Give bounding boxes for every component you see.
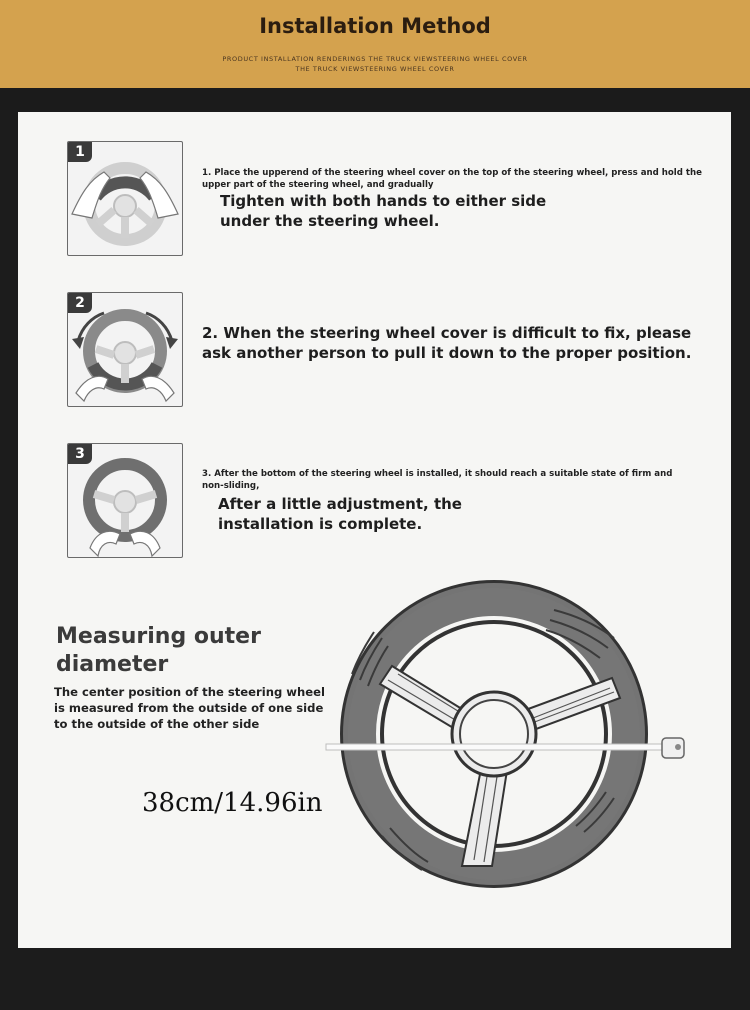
header-subtitle-2: THE TRUCK VIEWSTEERING WHEEL COVER	[295, 65, 455, 73]
step-3-large-text: After a little adjustment, the installation is complete.	[218, 495, 462, 533]
dark-band	[0, 88, 750, 110]
step-2-illustration	[67, 292, 183, 407]
diameter-value: 38cm/14.96in	[142, 788, 323, 818]
step-1-large-text: Tighten with both hands to either side under the steering wheel.	[220, 192, 547, 230]
measure-title: Measuring outer diameter	[56, 624, 261, 677]
step-2-large-text: 2. When the steering wheel cover is difficult to fix, please ask another person to pull it down to the proper position.	[202, 324, 692, 362]
header-banner	[0, 0, 750, 88]
step-3-badge: 3	[68, 444, 92, 464]
steering-wheel-diagram	[322, 574, 692, 894]
measure-description: The center position of the steering wheel is measured from the outside of one side to the outside of the other side	[54, 685, 325, 731]
step-2-badge: 2	[68, 293, 92, 313]
header-title: Installation Method	[259, 14, 491, 38]
step-1-badge: 1	[68, 142, 92, 162]
step-1-illustration	[67, 141, 183, 256]
step-3-small-text: 3. After the bottom of the steering wheel is installed, it should reach a suitable state of firm and non-sliding,	[202, 469, 673, 491]
step-3-illustration	[67, 443, 183, 558]
step-1-small-text: 1. Place the upperend of the steering wheel cover on the top of the steering wheel, press and hold the upper part of the steering wheel, and gradually	[202, 168, 702, 190]
header-subtitle-1: PRODUCT INSTALLATION RENDERINGS THE TRUCK VIEWSTEERING WHEEL COVER	[222, 55, 528, 63]
